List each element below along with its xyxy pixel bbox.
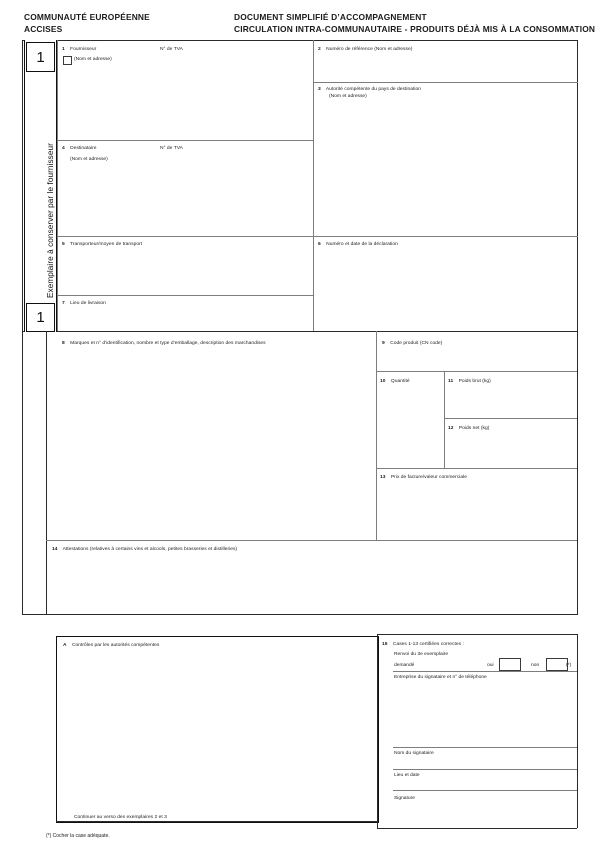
rule-b3-b6 [313,236,578,237]
rule-center-top [313,40,314,332]
field-2-number: 2 [318,47,321,52]
box-a-controls-frame [56,636,379,823]
renvoi-non-checkbox[interactable] [546,658,568,671]
header-issuer [24,12,150,35]
field-1-number: 1 [62,47,65,52]
footnote: (*) Cocher la case adéquate. [46,833,110,839]
field-15-asterisk: (*) [566,663,572,668]
rule-b2-b3 [313,82,578,83]
field-11-label: Poids brut (kg) [458,379,491,384]
rule-top-block-bottom [22,331,578,332]
field-a-label: Contrôles par les autorités compétentes [71,643,160,648]
continuation-note: Continuer au verso des exemplaires 2 et 3 [74,815,167,820]
field-15-line3: demandé [394,663,415,668]
field-7-number: 7 [62,301,65,306]
field-15-signature-label: Signature [394,796,415,801]
title-line-2: CIRCULATION INTRA-COMMUNAUTAIRE - PRODUITS DÉJÀ MIS À LA CONSOMMATION [234,23,596,34]
rule-b15-top [377,634,577,635]
field-5-label: Transporteur/moyen de transport [70,242,143,247]
field-a-number: A [63,643,67,648]
rule-b15-place [393,769,577,770]
field-12-label: Poids net (kg) [458,426,490,431]
field-15-number: 15 [382,642,388,647]
header-title [234,12,595,35]
field-6-declaration [318,241,398,248]
field-4-number: 4 [62,146,65,151]
rule-left-outer [22,40,23,332]
rule-b15-signer [393,747,577,748]
field-4-destinataire [62,145,97,152]
field-12-poids-net [448,425,489,432]
copy-number-top: 1 [26,42,55,72]
rule-b10-b13 [376,468,577,469]
rule-b4-b5 [57,236,313,237]
field-7-label: Lieu de livraison [70,301,106,306]
rule-box-a-bottom [56,821,377,822]
field-10-label: Quantité [390,379,410,384]
title-line-1: DOCUMENT SIMPLIFIÉ D’ACCOMPAGNEMENT [234,12,427,22]
rule-b15-company [393,671,577,672]
rule-b9-b10 [376,371,577,372]
field-11-number: 11 [448,379,454,384]
copy-spine-label: Exemplaire à conserver par le fournisseur [46,143,55,298]
renvoi-oui-checkbox[interactable] [499,658,521,671]
rule-b15-signature [393,790,577,791]
field-13-prix-facture [380,474,467,481]
rule-outer-left-mid [22,331,23,614]
field-12-number: 12 [448,426,454,431]
field-3-number: 3 [318,87,321,92]
field-15-certification [382,641,464,648]
rule-goods-split [376,331,377,540]
field-11-poids-brut [448,378,491,385]
field-3-authority [318,86,421,93]
field-6-label: Numéro et date de la déclaration [326,242,398,247]
field-10-quantite [380,378,410,385]
field-5-number: 5 [62,242,65,247]
rule-top [22,40,578,41]
field-10-number: 10 [380,379,386,384]
rule-b15-left [377,634,378,828]
rule-b15-bottom [377,828,577,829]
issuer-line-1: COMMUNAUTÉ EUROPÉENNE [24,12,150,22]
field-15-yes-label: oui [487,663,494,668]
field-8-marchandises [62,340,266,347]
field-a-controles [63,642,159,649]
field-15-place-label: Lieu et date [394,773,420,778]
field-13-number: 13 [380,475,386,480]
field-6-number: 6 [318,242,321,247]
field-4-vat-label: N° de TVA [160,146,183,151]
field-1-sublabel: (Nom et adresse) [74,57,112,62]
rule-right-mid [577,331,578,614]
rule-b11-b12 [444,418,577,419]
field-8-number: 8 [62,341,65,346]
field-15-line2: Renvoi du 3e exemplaire [394,652,449,657]
field-5-transporteur [62,241,142,248]
field-1-fournisseur [62,46,96,53]
field-13-label: Prix de facture/valeur commerciale [390,475,468,480]
rule-right-outer-top [577,40,578,332]
issuer-line-2: ACCISES [24,23,63,34]
rule-b15-right [577,634,578,828]
field-3-label: Autorité compétente du pays de destination [325,87,421,92]
field-14-number: 14 [52,547,58,552]
field-1-label: Fournisseur [70,47,97,52]
field-15-signer-label: Nom du signataire [394,751,434,756]
field-15-no-label: non [531,663,540,668]
copy-number-bottom: 1 [26,303,55,332]
field-15-label: Cases 1-13 certifiées correctes : [392,642,464,647]
rule-b1-b4 [57,140,313,141]
field-4-label: Destinataire [70,146,97,151]
field-1-vat-label: N° de TVA [160,47,183,52]
field-7-lieu-livraison [62,300,106,307]
field-4-sublabel: (Nom et adresse) [70,157,108,162]
rule-b5-b7 [57,295,313,296]
rule-spine-inner [57,40,58,332]
rule-b8-b14 [46,540,577,541]
field-9-code-produit [382,340,442,347]
field-15-company-label: Entreprise du signataire et n° de téléphone [394,675,487,680]
rule-mid-block-bottom [22,614,578,615]
field-8-label: Marques et n° d’identification, nombre et type d’emballage, description des marchandises [70,341,266,346]
field-14-attestations [52,546,237,553]
field-3-sublabel: (Nom et adresse) [329,94,367,99]
field-2-label: Numéro de référence (Nom et adresse) [326,47,413,52]
rule-b10-b11-split [444,371,445,468]
field-9-number: 9 [382,341,385,346]
fournisseur-checkbox[interactable] [63,56,72,65]
field-9-label: Code produit (CN code) [390,341,443,346]
field-2-reference [318,46,412,53]
rule-left-mid [46,331,47,614]
field-14-label: Attestations (relatives à certains vins et alcools, petites brasseries et distilleries) [62,547,238,552]
